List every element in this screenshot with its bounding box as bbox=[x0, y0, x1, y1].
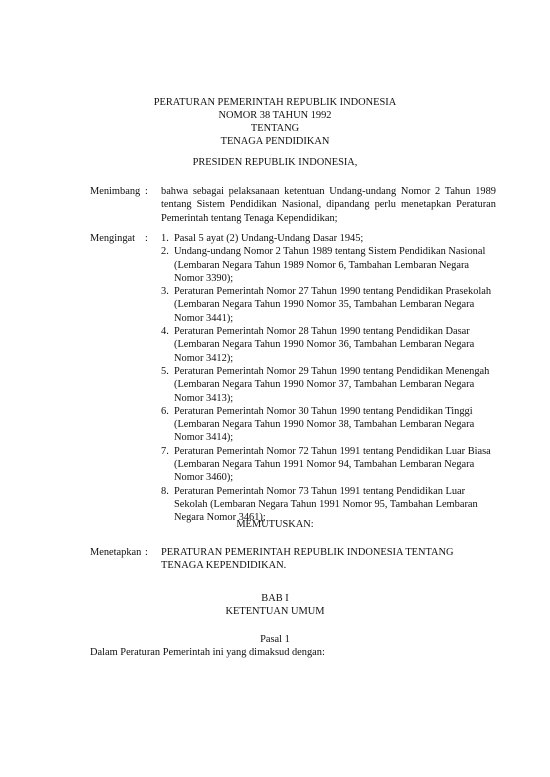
list-item-text: Peraturan Pemerintah Nomor 27 Tahun 1990 tentang Pendidikan Prasekolah (Lembaran Negara Tahun 1990 Nomor 35, Tambahan Lembaran Negara Nomor 3441); bbox=[174, 286, 492, 324]
menimbang-text: bahwa sebagai pelaksanaan ketentuan Undang-undang Nomor 2 Tahun 1989 tentang Sistem Pendidikan Nasional, dipandang perlu menetapkan Peraturan Pemerintah tentang Tenaga Kependidikan; bbox=[161, 186, 496, 224]
title-line-3: TENTANG bbox=[250, 123, 300, 134]
mengingat-colon: : bbox=[145, 233, 148, 244]
list-item-number: 2. bbox=[161, 246, 169, 258]
list-item bbox=[161, 405, 496, 445]
menetapkan-label: Menetapkan bbox=[90, 547, 142, 558]
list-item bbox=[161, 365, 496, 405]
list-item-text: Peraturan Pemerintah Nomor 72 Tahun 1991 tentang Pendidikan Luar Biasa (Lembaran Negara Tahun 1991 Nomor 94, Tambahan Lembaran Negara Nomor 3460); bbox=[174, 445, 491, 484]
list-item-number: 4. bbox=[161, 326, 169, 338]
list-item-number: 1. bbox=[161, 233, 169, 244]
memutuskan-heading: MEMUTUSKAN: bbox=[236, 519, 314, 530]
pasal-intro: Dalam Peraturan Pemerintah ini yang dimaksud dengan: bbox=[90, 647, 325, 658]
list-item-text: Pasal 5 ayat (2) Undang-Undang Dasar 1945; bbox=[174, 233, 364, 244]
menetapkan-text: PERATURAN PEMERINTAH REPUBLIK INDONESIA TENTANG TENAGA KEPENDIDIKAN. bbox=[161, 547, 454, 572]
mengingat-label: Mengingat bbox=[90, 233, 136, 244]
list-item bbox=[161, 232, 496, 245]
list-item-number: 6. bbox=[161, 405, 169, 417]
list-item-text: Peraturan Pemerintah Nomor 73 Tahun 1991 tentang Pendidikan Luar Sekolah (Lembaran Negara Tahun 1991 Nomor 95, Tambahan Lembaran Negara Nomor 3461); bbox=[174, 485, 478, 524]
mengingat-list bbox=[161, 232, 496, 525]
pasal-heading: Pasal 1 bbox=[260, 634, 290, 645]
list-item bbox=[161, 325, 496, 365]
menimbang-label: Menimbang bbox=[90, 186, 141, 197]
list-item-number: 8. bbox=[161, 485, 169, 497]
title-line-2: NOMOR 38 TAHUN 1992 bbox=[218, 110, 332, 121]
list-item-number: 7. bbox=[161, 445, 169, 457]
menimbang-colon: : bbox=[145, 186, 148, 197]
bab-title: KETENTUAN UMUM bbox=[225, 606, 325, 617]
list-item bbox=[161, 445, 496, 485]
bab-number: BAB I bbox=[261, 593, 289, 604]
list-item-number: 3. bbox=[161, 286, 169, 298]
list-item-text: Undang-undang Nomor 2 Tahun 1989 tentang Sistem Pendidikan Nasional (Lembaran Negara Tahun 1989 Nomor 6, Tambahan Lembaran Negara Nomor 3390); bbox=[174, 246, 486, 284]
menetapkan-colon: : bbox=[145, 547, 148, 558]
list-item bbox=[161, 245, 496, 285]
title-line-1: PERATURAN PEMERINTAH REPUBLIK INDONESIA bbox=[153, 97, 397, 108]
president-heading: PRESIDEN REPUBLIK INDONESIA, bbox=[192, 157, 358, 168]
document-title bbox=[0, 96, 550, 148]
list-item-text: Peraturan Pemerintah Nomor 28 Tahun 1990 tentang Pendidikan Dasar (Lembaran Negara Tahun 1990 Nomor 36, Tambahan Lembaran Negara Nomor 3412); bbox=[174, 326, 475, 364]
list-item-text: Peraturan Pemerintah Nomor 30 Tahun 1990 tentang Pendidikan Tinggi (Lembaran Negara Tahun 1990 Nomor 38, Tambahan Lembaran Negara Nomor 3414); bbox=[174, 405, 475, 444]
list-item-number: 5. bbox=[161, 365, 169, 377]
list-item-text: Peraturan Pemerintah Nomor 29 Tahun 1990 tentang Pendidikan Menengah (Lembaran Negara Tahun 1990 Nomor 37, Tambahan Lembaran Negara Nomor 3413); bbox=[174, 365, 490, 404]
title-line-4: TENAGA PENDIDIKAN bbox=[220, 136, 330, 147]
list-item bbox=[161, 285, 496, 325]
